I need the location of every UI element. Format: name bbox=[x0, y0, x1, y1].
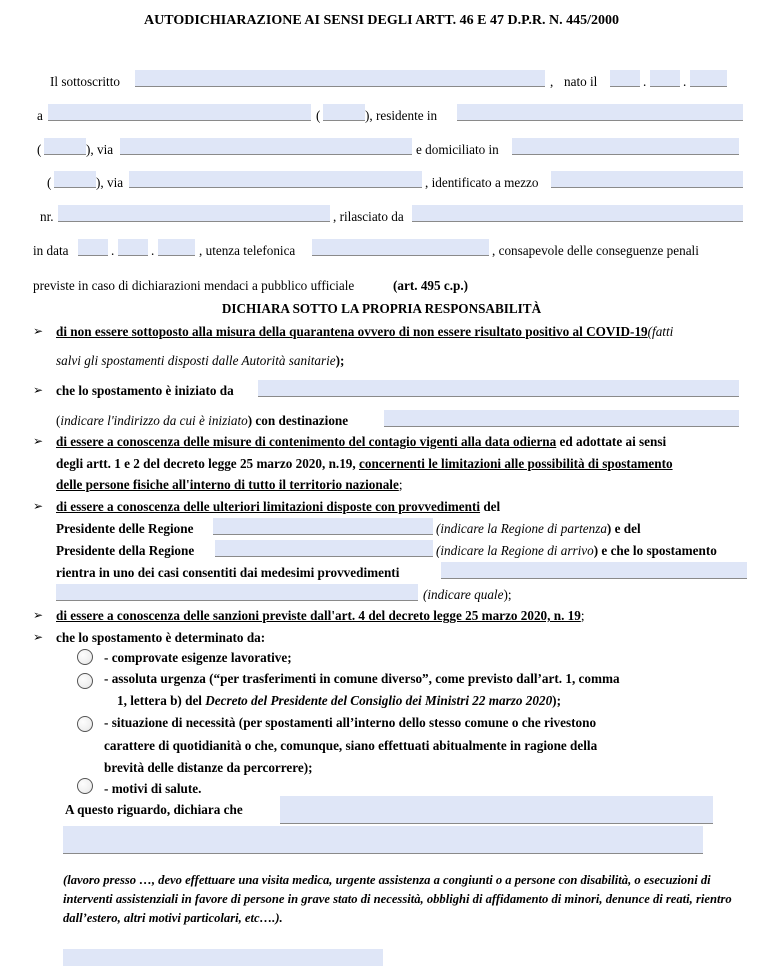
opt-necessita-line3: brevità delle distanze da percorrere); bbox=[104, 760, 313, 775]
indicare-partenza: (indicare la Regione di partenza) e del bbox=[436, 521, 641, 536]
telefono-field[interactable] bbox=[312, 239, 489, 256]
opt-necessita-line2: carattere di quotidianità o che, comunque, siano effettuati abitualmente in ragione della bbox=[104, 738, 598, 753]
birth-month-field[interactable] bbox=[650, 70, 680, 87]
domiciliato-label: e domiciliato in bbox=[416, 142, 499, 157]
radio-salute[interactable] bbox=[77, 778, 93, 794]
item4-line1: di essere a conoscenza delle ulteriori limitazioni disposte con provvedimenti del bbox=[56, 499, 501, 514]
opt-urgenza-line1: - assoluta urgenza (“per trasferimenti in comune diverso”, come previsto dall’art. 1, comma bbox=[104, 671, 620, 686]
signature-field[interactable] bbox=[63, 949, 383, 966]
in-data-label: in data bbox=[33, 243, 69, 258]
previste-text: previste in caso di dichiarazioni mendaci a pubblico ufficiale bbox=[33, 278, 355, 293]
opt-salute: - motivi di salute. bbox=[104, 781, 202, 796]
rientra-text: rientra in uno dei casi consentiti dai medesimi provvedimenti bbox=[56, 565, 400, 580]
opt-lavorative: - comprovate esigenze lavorative; bbox=[104, 650, 292, 665]
radio-necessita[interactable] bbox=[77, 716, 93, 732]
document-title: AUTODICHIARAZIONE AI SENSI DEGLI ARTT. 46 E 47 D.P.R. N. 445/2000 bbox=[144, 13, 619, 28]
residente-label: ), residente in bbox=[365, 108, 438, 123]
item2-line2: (indicare l'indirizzo da cui è iniziato) con destinazione bbox=[56, 413, 349, 428]
footnote-text: (lavoro presso …, devo effettuare una visita medica, urgente assistenza a congiunti o a persone con disabilità, o esecuzioni di interventi assistenziali in favore di persone in grave stato di necessità, obblighi di affidamento di minori, denunce di reati, rientro dall’estero, altri motivi particolari, etc….). bbox=[63, 873, 732, 925]
nome-field[interactable] bbox=[135, 70, 545, 87]
item1-line2: salvi gli spostamenti disposti dalle Autorità sanitarie); bbox=[56, 353, 345, 368]
identificato-label: , identificato a mezzo bbox=[425, 175, 539, 190]
regione-partenza-field[interactable] bbox=[213, 518, 433, 535]
presidente-partenza-label: Presidente delle Regione bbox=[56, 521, 194, 536]
birth-year-field[interactable] bbox=[690, 70, 727, 87]
radio-urgenza[interactable] bbox=[77, 673, 93, 689]
item6-text: che lo spostamento è determinato da: bbox=[56, 630, 266, 645]
dichiara-heading: DICHIARA SOTTO LA PROPRIA RESPONSABILITÀ bbox=[221, 301, 542, 316]
dichiara-field-2[interactable] bbox=[63, 826, 703, 854]
domicilio-field[interactable] bbox=[512, 138, 739, 155]
dichiara-field-1[interactable] bbox=[280, 796, 713, 824]
item5-text: di essere a conoscenza delle sanzioni previste dall'art. 4 del decreto legge 25 marzo 2020, n. 19; bbox=[56, 608, 585, 623]
birth-province-field[interactable] bbox=[323, 104, 365, 121]
radio-lavorative[interactable] bbox=[77, 649, 93, 665]
arrow-bullet-icon: ➢ bbox=[33, 630, 44, 644]
arrow-bullet-icon: ➢ bbox=[33, 434, 44, 448]
item3-line3: delle persone fisiche all'interno di tutto il territorio nazionale; bbox=[56, 477, 403, 492]
riguardo-label: A questo riguardo, dichiara che bbox=[65, 802, 243, 817]
a-label: a bbox=[37, 108, 43, 123]
rilasciato-label: , rilasciato da bbox=[333, 209, 404, 224]
doc-month-field[interactable] bbox=[118, 239, 148, 256]
provvedimento-field-2[interactable] bbox=[56, 584, 418, 601]
art495-text: (art. 495 c.p.) bbox=[393, 278, 469, 293]
item3-line2: degli artt. 1 e 2 del decreto legge 25 marzo 2020, n.19, concernenti le limitazioni alle possibilità di spostamento bbox=[56, 456, 673, 471]
birth-day-field[interactable] bbox=[610, 70, 640, 87]
arrow-bullet-icon: ➢ bbox=[33, 383, 44, 397]
doc-day-field[interactable] bbox=[78, 239, 108, 256]
res-province-field[interactable] bbox=[44, 138, 86, 155]
rilasciato-field[interactable] bbox=[412, 205, 743, 222]
nato-il-label: nato il bbox=[564, 74, 598, 89]
provvedimento-field[interactable] bbox=[441, 562, 747, 579]
item3-line1: di essere a conoscenza delle misure di contenimento del contagio vigenti alla data odierna ed adottate ai sensi bbox=[56, 434, 667, 449]
arrow-bullet-icon: ➢ bbox=[33, 499, 44, 513]
presidente-arrivo-label: Presidente della Regione bbox=[56, 543, 195, 558]
doc-number-field[interactable] bbox=[58, 205, 330, 222]
consapevole-label: , consapevole delle conseguenze penali bbox=[492, 243, 699, 258]
doc-year-field[interactable] bbox=[158, 239, 195, 256]
res-via-field[interactable] bbox=[120, 138, 412, 155]
via1-label: ), via bbox=[86, 142, 114, 157]
indicare-arrivo: (indicare la Regione di arrivo) e che lo spostamento bbox=[436, 543, 717, 558]
via2-label: ), via bbox=[96, 175, 124, 190]
destinazione-field[interactable] bbox=[384, 410, 739, 427]
documento-field[interactable] bbox=[551, 171, 743, 188]
item1-text: di non essere sottoposto alla misura della quarantena ovvero di non essere risultato positivo al COVID-19(fatti bbox=[56, 324, 674, 339]
opt-urgenza-line2: 1, lettera b) del Decreto del Presidente del Consiglio dei Ministri 22 marzo 2020); bbox=[117, 693, 561, 708]
sottoscritto-label: Il sottoscritto bbox=[50, 74, 120, 89]
dom-via-field[interactable] bbox=[129, 171, 422, 188]
dom-province-field[interactable] bbox=[54, 171, 96, 188]
utenza-label: , utenza telefonica bbox=[199, 243, 296, 258]
opt-necessita-line1: - situazione di necessità (per spostamenti all’interno dello stesso comune o che rivestono bbox=[104, 715, 597, 730]
arrow-bullet-icon: ➢ bbox=[33, 324, 44, 338]
arrow-bullet-icon: ➢ bbox=[33, 608, 44, 622]
indicare-quale: (indicare quale); bbox=[423, 587, 512, 602]
regione-arrivo-field[interactable] bbox=[215, 540, 433, 557]
birth-place-field[interactable] bbox=[48, 104, 311, 121]
residenza-field[interactable] bbox=[457, 104, 743, 121]
item2-text: che lo spostamento è iniziato da bbox=[56, 383, 234, 398]
partenza-field[interactable] bbox=[258, 380, 739, 397]
nr-label: nr. bbox=[40, 209, 54, 224]
